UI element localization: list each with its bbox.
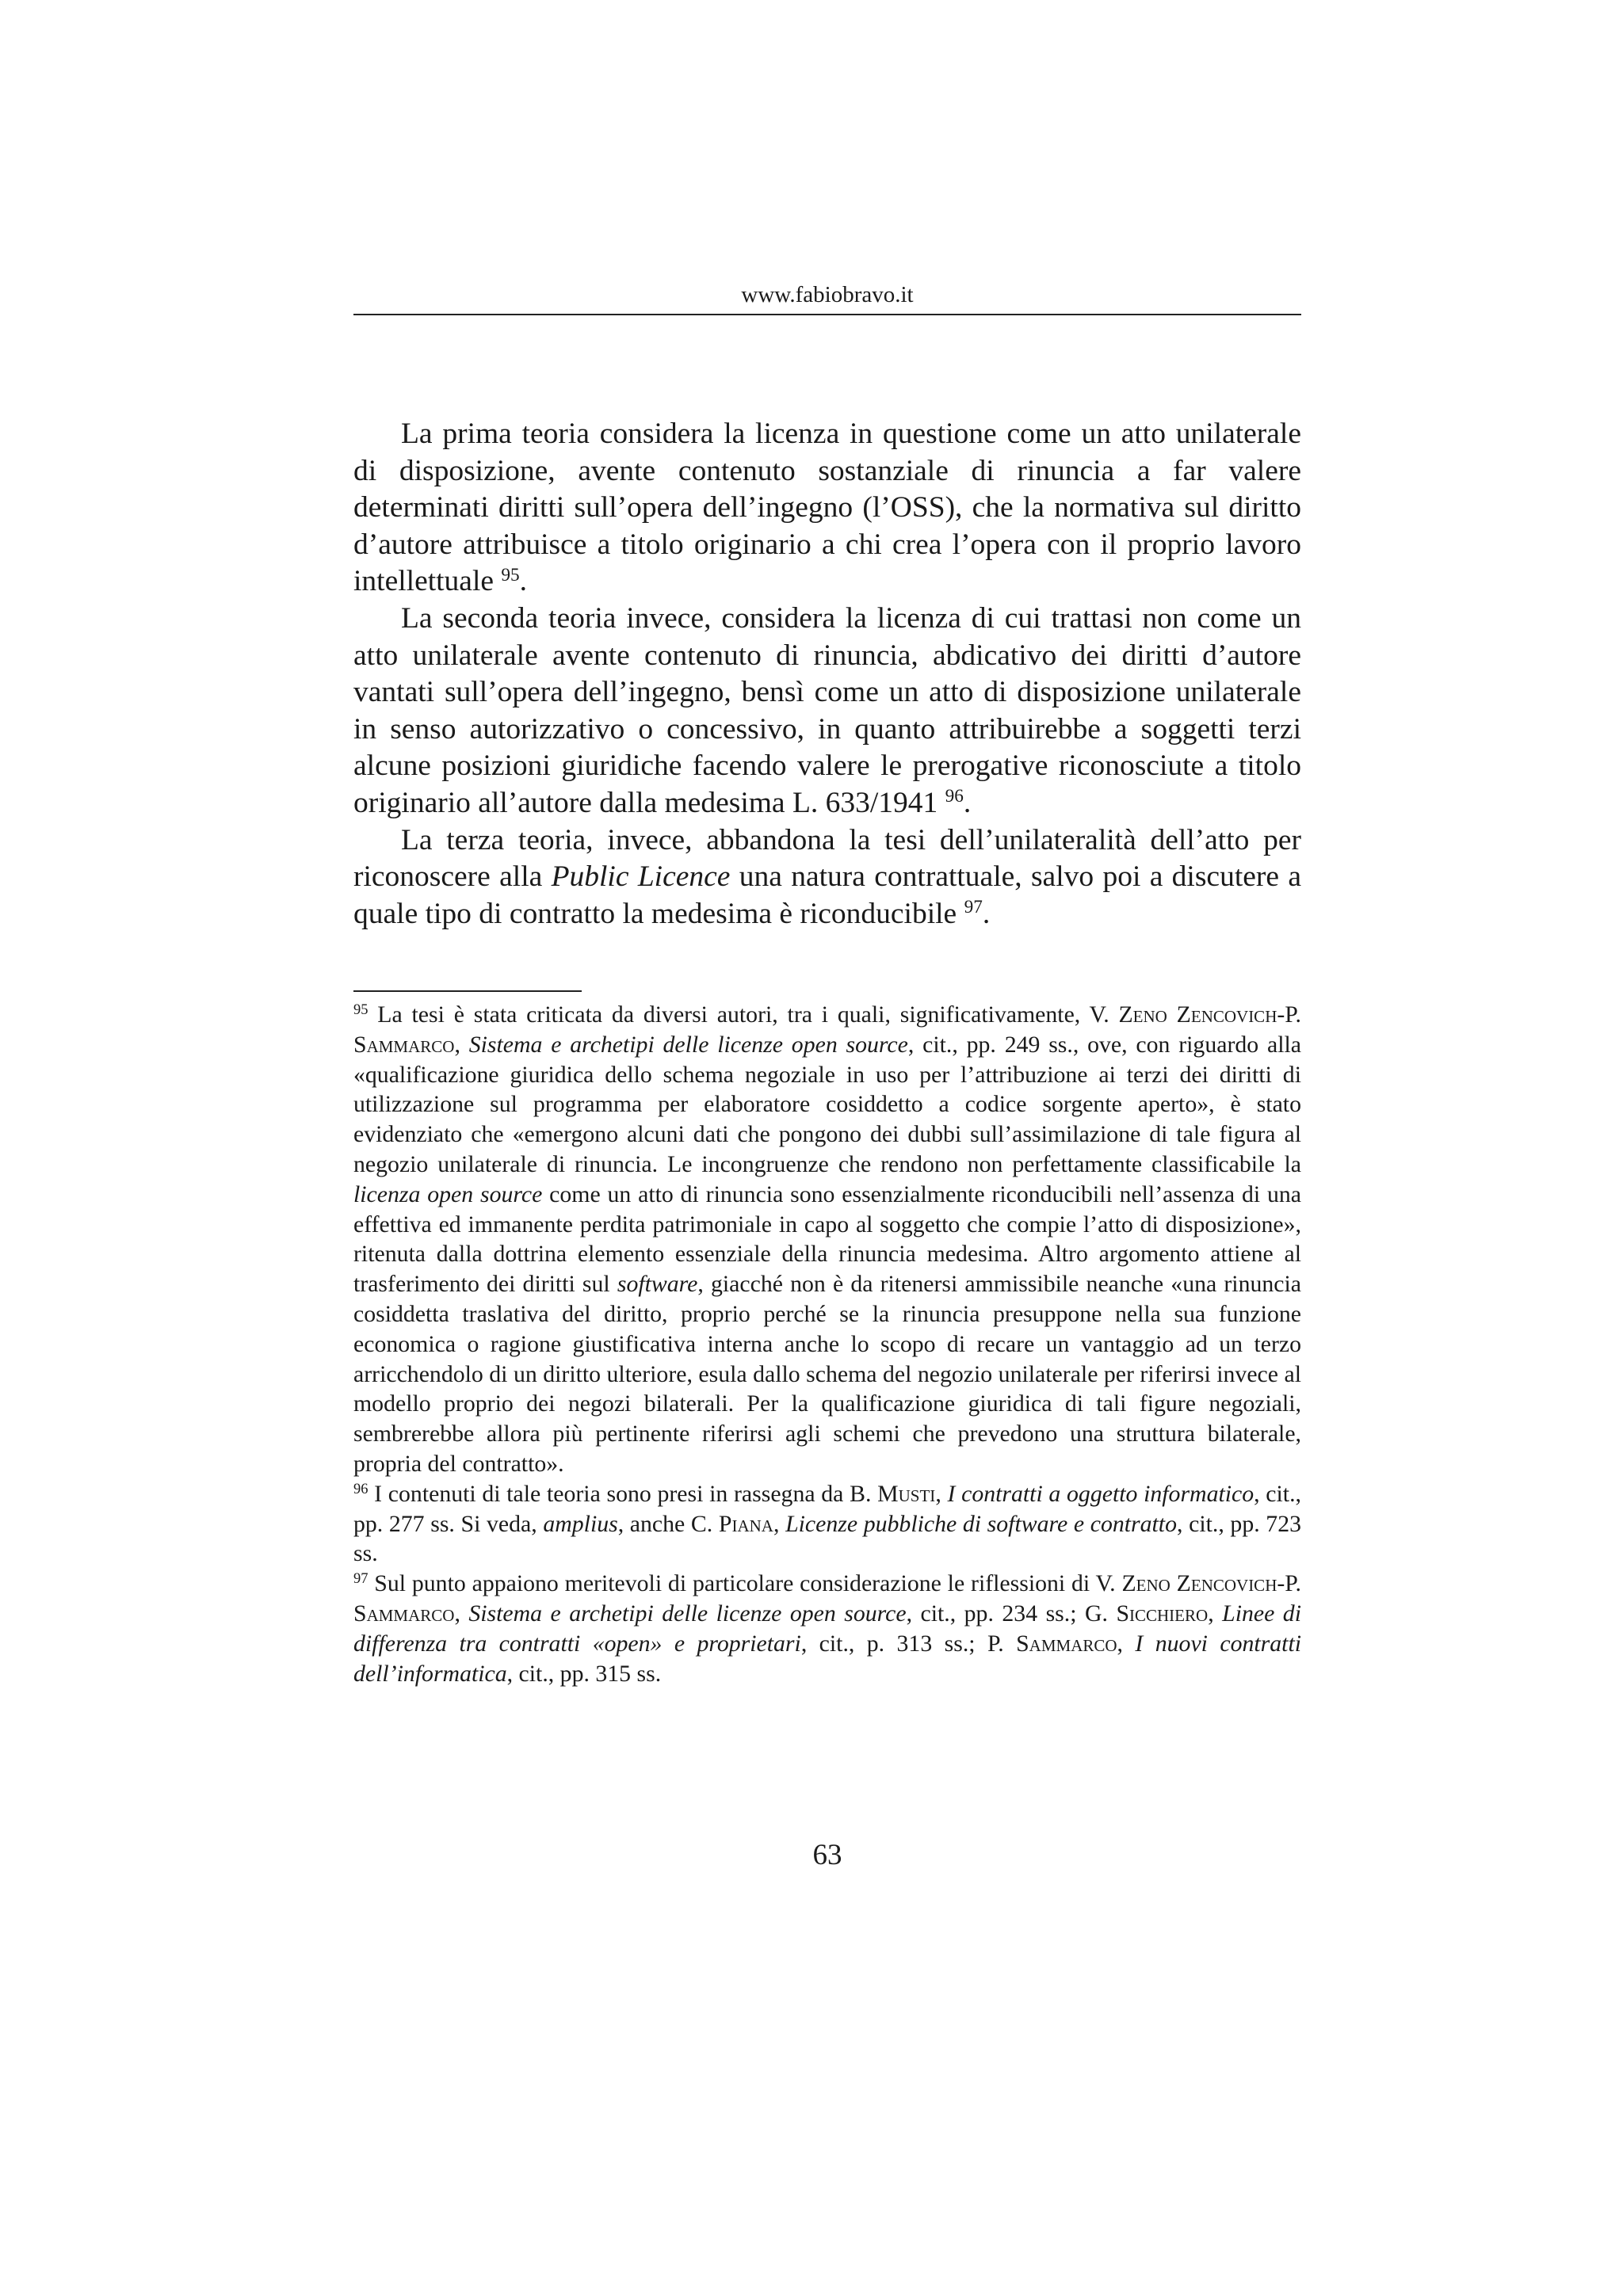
header-rule	[353, 314, 1301, 315]
cited-title: Linee di differenza tra contratti «open» e proprietari	[353, 1600, 1301, 1657]
paragraph-2: La seconda teoria invece, considera la licenza di cui trattasi non come un atto unilaterale avente contenuto di rinuncia, abdicativo dei diritti d’autore vantati sull’opera dell’ingegno, bensì come un atto di disposizione unilaterale in senso autorizzativo o concessivo, in quanto attribuirebbe a soggetti terzi alcune posizioni giuridiche facendo valere le prerogative riconosciute a titolo originario all’autore dalla medesima L. 633/1941 $^{96}$.	[353, 601, 1301, 819]
author-name: Sammarco	[353, 1031, 455, 1058]
paragraph-3: La terza teoria, invece, abbandona la tesi dell’unilateralità dell’atto per riconoscere alla Public Licence una natura contrattuale, salvo poi a discutere a quale tipo di contratto la medesima è riconducibile $^{97}$.	[353, 823, 1301, 930]
footnote-97: $^{97}$ Sul punto appaiono meritevoli di particolare considerazione le riflessioni di V. Zeno Zencovich-P. Sammarco, Sistema e archetipi delle licenze open source, cit., pp. 234 ss.; G. Sicchiero, Linee di differenza tra contratti «open» e proprietari, cit., p. 313 ss.; P. Sammarco, I nuovi contratti dell’informatica, cit., pp. 315 ss.	[353, 1569, 1301, 1687]
footnote-ref-97: 97	[964, 896, 983, 917]
footnote-number: 96	[353, 1480, 369, 1497]
cited-title: I nuovi contratti dell’informatica	[353, 1630, 1301, 1687]
running-header: www.fabiobravo.it	[741, 282, 914, 307]
page-number: 63	[812, 1839, 842, 1871]
cited-title: Sistema e archetipi delle licenze open source	[468, 1031, 908, 1058]
cited-title: Sistema e archetipi delle licenze open source	[468, 1600, 907, 1627]
footnote-ref-95: 95	[501, 564, 520, 585]
footnote-95: $^{95}$ La tesi è stata criticata da diversi autori, tra i quali, significativamente, V. Zeno Zencovich-P. Sammarco, Sistema e archetipi delle licenze open source, cit., pp. 249 ss., ove, con riguardo alla «qualificazione giuridica dello schema negoziale in uso per l’attribuzione ai terzi dei diritti di utilizzazione sul programma per elaboratore cosiddetto a codice sorgente aperto», è stato evidenziato che «emergono alcuni dati che pongono dei dubbi sull’assimilazione di tale figura al negozio unilaterale di rinuncia. Le incongruenze che rendono non perfettamente classificabile la licenza open source come un atto di rinuncia sono essenzialmente riconducibili nell’assenza di una effettiva ed immanente perdita patrimoniale in capo al soggetto che compie l’atto di disposizione», ritenuta dalla dottrina elemento essenziale della rinuncia medesima. Altro argomento attiene al trasferimento dei diritti sul software, giacché non è da ritenersi ammissibile neanche «una rinuncia cosiddetta traslativa del diritto, proprio perché se la rinuncia presuppone nella sua funzione economica o ragione giustificativa interna anche lo scopo di recare un vantaggio ad un terzo arricchendolo di un diritto ulteriore, esula dallo schema del negozio unilaterale per riferirsi invece al modello proprio dei negozi bilaterali. Per la qualificazione giuridica di tali figure negoziali, sembrerebbe allora più pertinente riferirsi agli schemi che prevedono una struttura bilaterale, propria del contratto».	[353, 1001, 1301, 1477]
cited-title: Licenze pubbliche di software e contratto	[785, 1510, 1177, 1537]
italic-term: licenza open source	[353, 1180, 543, 1207]
italic-term: amplius	[543, 1510, 618, 1537]
footnote-96: $^{96}$ I contenuti di tale teoria sono presi in rassegna da B. Musti, I contratti a oggetto informatico, cit., pp. 277 ss. Si veda, amplius, anche C. Piana, Licenze pubbliche di software e contratto, cit., pp. 723 ss.	[353, 1480, 1301, 1567]
public-licence-term: Public Licence	[551, 860, 731, 894]
italic-term: software	[617, 1271, 698, 1298]
footnote-separator	[353, 990, 582, 992]
author-name: Sicchiero	[1116, 1600, 1209, 1627]
main-text	[353, 416, 1301, 933]
author-name: Zeno Zencovich	[1121, 1570, 1277, 1597]
footnotes	[353, 1000, 1301, 1688]
cited-title: I contratti a oggetto informatico	[947, 1480, 1254, 1507]
author-name: Piana	[718, 1510, 773, 1537]
author-name: Sammarco	[1016, 1630, 1117, 1657]
document-page	[353, 0, 1301, 2296]
footnote-number: 95	[353, 1001, 369, 1017]
author-name: Musti	[877, 1480, 936, 1507]
footnote-ref-96: 96	[945, 786, 964, 807]
paragraph-1: La prima teoria considera la licenza in questione come un atto unilaterale di disposizione, avente contenuto sostanziale di rinuncia a far valere determinati diritti sull’opera dell’ingegno (l’OSS), che la normativa sul diritto d’autore attribuisce a titolo originario a chi crea l’opera con il proprio lavoro intellettuale $^{95}$.	[353, 418, 1301, 598]
author-name: Zeno Zencovich	[1118, 1001, 1277, 1028]
author-name: Sammarco	[353, 1600, 455, 1627]
footnote-number: 97	[353, 1569, 369, 1586]
